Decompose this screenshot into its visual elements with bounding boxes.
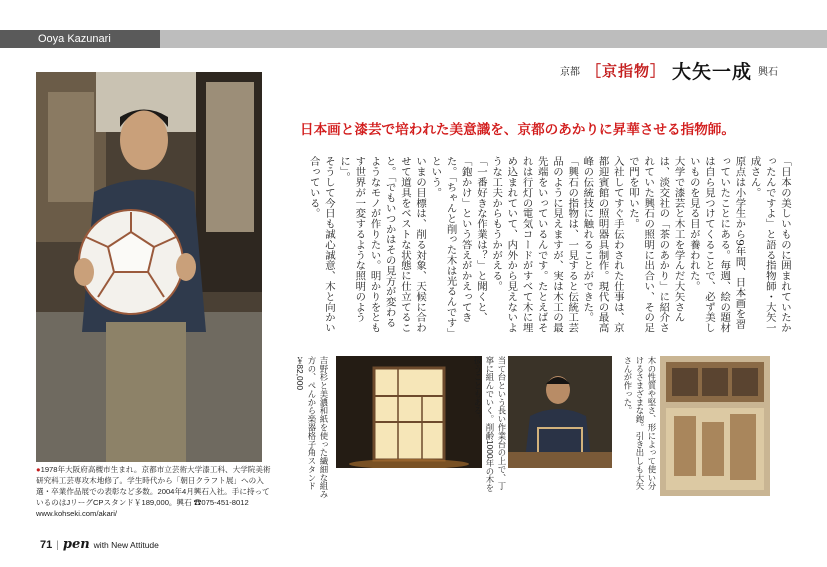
body-paragraph: 大学で漆芸と木工を学んだ大矢さんは、淡交社の「茶のあかり」に紹介されていた興石の照明に出合い、その足で門を叩いた。 <box>626 156 685 333</box>
body-paragraph: 入社してすぐ手伝わされた仕事は、京都迎賓館の照明器具制作。現代の最高峰の伝統技に触れることができた。 <box>581 156 624 333</box>
portrait-caption <box>36 464 276 519</box>
top-bar-fill <box>160 30 827 48</box>
craftsman-name: 大矢一成 <box>672 61 753 83</box>
lamp-caption: 吉野杉と美濃和紙を使った繊細な組み方の、ぺんから楽器格子角スタンド￥82,000 <box>295 356 329 499</box>
body-paragraph: 原点は小学生から9年間、日本画を習っていたことにある。毎週、絵の題材は自ら見つけてくることで、必ず美しいものを見る目が養われた。 <box>687 156 746 333</box>
article-header <box>560 56 778 84</box>
page-footer <box>40 537 159 552</box>
category-label: ［京指物］ <box>586 62 667 80</box>
body-paragraph: 「日本の美しいものに囲まれていたかったんですよ」と語る指物師・大矢一成さん。 <box>748 156 791 333</box>
tools-photo <box>660 356 770 496</box>
body-paragraph: 「興石の指物は、一見すると伝統工芸品のように見えますが、実は木工の最先端をいっているんです。たとえばそれは行灯の電気コードがすべて木に埋め込まれていて、内外から見えないような工夫からもうかがえる。 <box>490 156 579 333</box>
work-caption: 当て台という長い作業台の上で、丁寧に組んでいく。削齢1000年の木を扱うこともある。 <box>473 356 507 493</box>
portrait-caption-text: 1978年大阪府高槻市生まれ。京都市立芸術大学漆工科、大学院美術研究科工芸専攻木地修了。学生時代から「朝日クラフト展」への入選・卒業作品展での表彰など多数。2004年4月興石入社。手に持っているのはJリーグCPスタンド￥189,000。興石 ☎075-451-8012 www.kohseki.com/akari/ <box>36 465 271 518</box>
page-number: 71 <box>40 539 53 551</box>
magazine-logo: pen <box>62 537 90 552</box>
body-paragraph: いまの目標は、削る対象、天候に合わせて道具をベストな状態に仕立てること。「でもいつかはその見方が変わるようなモノが作りたい。明かりをともす世界が一変するような照明のように」。 <box>338 156 427 333</box>
body-paragraph: 「一番好きな作業は？」と聞くと、「鉋かけ」という答えがかえってきた。「ちゃんと削った木は光るんです」という。 <box>429 156 487 333</box>
lamp-photo <box>336 356 482 468</box>
work-photo <box>508 356 612 468</box>
portrait-photo <box>36 72 262 462</box>
bullet-icon: ● <box>36 465 41 474</box>
article-headline: 日本画と漆芸で培われた美意識を、京都のあかりに昇華させる指物師。 <box>300 122 735 137</box>
footer-separator: | <box>56 540 59 551</box>
body-paragraph: そうして今日も誠心誠意、木と向かい合っている。 <box>307 156 335 333</box>
top-bar <box>0 30 827 48</box>
workshop-label: 興石 <box>758 66 779 78</box>
location-label: 京都 <box>560 66 580 78</box>
article-body <box>298 156 792 334</box>
magazine-tagline: with New Attitude <box>93 540 159 550</box>
author-romanized: Ooya Kazunari <box>0 30 160 48</box>
tools-caption: 木の性質や堅さ、形によって使い分けるさまざまな鉋。引き出しも大矢さんが作った。 <box>623 356 657 491</box>
